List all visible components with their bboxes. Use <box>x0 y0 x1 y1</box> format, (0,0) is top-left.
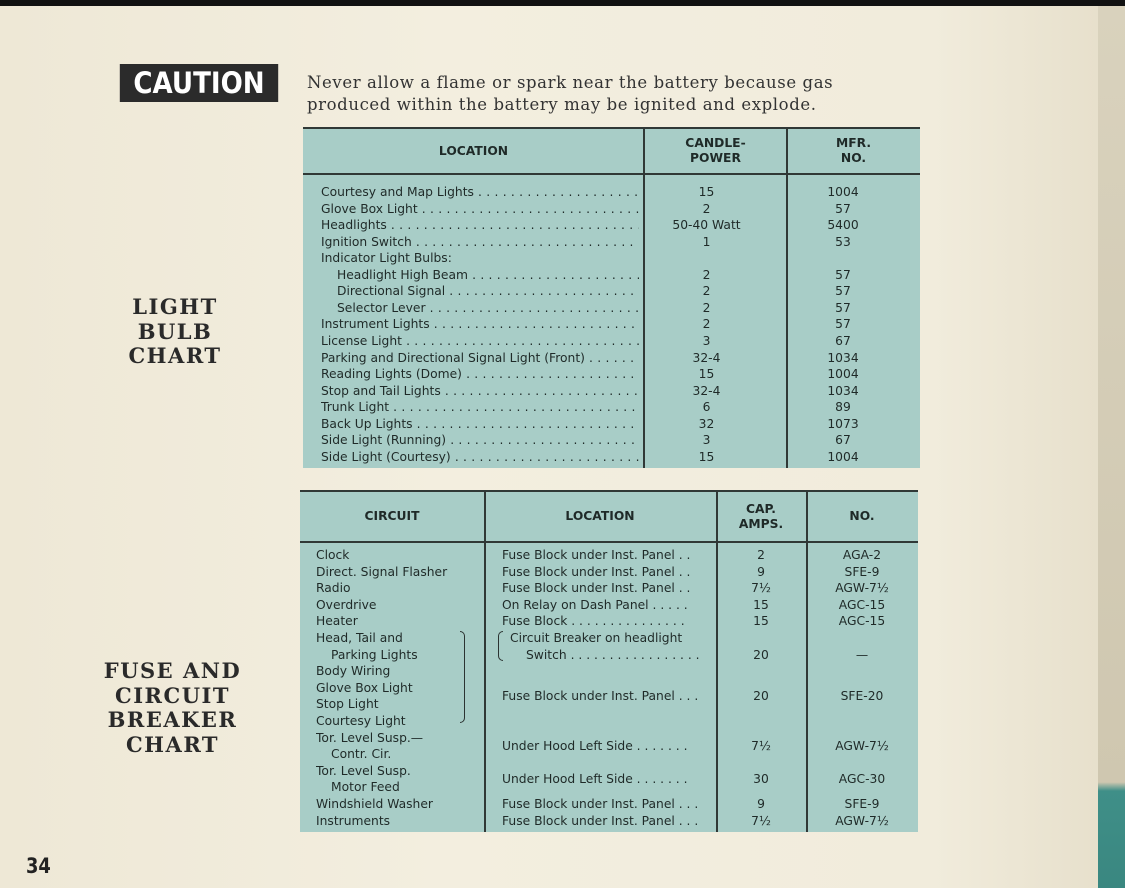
table-row <box>303 267 920 284</box>
cell-cap-amps: 15 <box>753 597 769 612</box>
cell-mfr-no: 1034 <box>827 350 859 365</box>
cell-candle-power: 2 <box>702 201 711 216</box>
cell-mfr-no: 67 <box>835 433 851 448</box>
title-line: CIRCUIT <box>115 682 230 708</box>
circuit-line: Radio <box>316 581 351 596</box>
cell-location: Back Up Lights . . . <box>321 416 639 433</box>
cell-no: AGW-7½ <box>835 581 889 596</box>
cell-candle-power: 2 <box>702 317 711 332</box>
cell-candle-power: 2 <box>702 284 711 299</box>
circuit-line: Overdrive <box>316 597 377 612</box>
header-line: MFR. <box>835 136 871 150</box>
cell-location: Fuse Block under Inst. Panel . . <box>502 548 691 562</box>
header-line: AMPS. <box>738 516 784 531</box>
cell-mfr-no: 57 <box>835 300 851 315</box>
cell-location: Stop and Tail Lights . . . <box>321 383 639 400</box>
cell-cap-amps: 30 <box>753 772 769 787</box>
cell-location: Under Hood Left Side . . . . . . . <box>502 772 688 787</box>
light-bulb-chart-title <box>105 295 245 369</box>
cell-location: Ignition Switch . . . <box>321 234 639 251</box>
title-line: CHART <box>125 731 220 757</box>
cell-candle-power: 15 <box>698 367 715 382</box>
cell-location: Glove Box Light . . . <box>321 201 639 218</box>
cell-cap-amps: 15 <box>753 614 769 629</box>
cell-cap-amps: 7½ <box>751 738 771 753</box>
circuit-line: Head, Tail and <box>316 631 403 645</box>
page-number: 34 <box>26 854 51 878</box>
cell-candle-power: 1 <box>702 234 711 249</box>
header-line: NO. <box>840 151 867 165</box>
cell-cap-amps: 20 <box>753 647 769 662</box>
cell-location: Selector Lever . . . <box>337 300 639 317</box>
cell-no: SFE-20 <box>840 689 884 704</box>
header-line: POWER <box>690 151 741 165</box>
cell-mfr-no: 57 <box>835 267 851 282</box>
cell-cap-amps: 9 <box>757 797 765 811</box>
title-line: CHART <box>128 343 222 368</box>
cell-location: Fuse Block under Inst. Panel . . . <box>502 797 699 811</box>
cell-candle-power: 3 <box>702 333 711 348</box>
table-row <box>303 250 920 267</box>
title-line: LIGHT <box>132 294 218 319</box>
light-bulb-table <box>303 127 920 468</box>
fuse-table-header <box>300 490 918 543</box>
cell-no <box>806 630 918 647</box>
table-row <box>303 300 920 317</box>
cell-mfr-no: 67 <box>835 333 851 348</box>
cell-no: AGA-2 <box>842 548 882 562</box>
title-line: BULB <box>137 318 213 344</box>
cell-location: Under Hood Left Side . . . . . . . <box>502 738 688 753</box>
header-line: CAP. <box>746 501 776 516</box>
cell-no: AGC-30 <box>838 772 886 787</box>
cell-candle-power: 15 <box>698 185 715 199</box>
caution-text <box>307 72 907 116</box>
circuit-line: Glove Box Light <box>316 680 413 695</box>
header-circuit: CIRCUIT <box>364 509 420 523</box>
cell-no: AGW-7½ <box>835 813 889 828</box>
cell-cap-amps: 2 <box>757 548 765 562</box>
cell-location: Indicator Light Bulbs: <box>321 251 452 266</box>
cell-candle-power: 6 <box>702 400 711 415</box>
table-row <box>303 366 920 383</box>
cell-candle-power: 32-4 <box>692 383 721 398</box>
cell-location: Fuse Block under Inst. Panel . . . <box>502 689 699 704</box>
circuit-line: Tor. Level Susp.— <box>316 730 424 745</box>
cell-location: Fuse Block under Inst. Panel . . . <box>502 813 699 828</box>
cell-mfr-no: 57 <box>835 284 851 299</box>
cell-candle-power: 32-4 <box>692 350 721 365</box>
circuit-line: Tor. Level Susp. <box>316 763 411 778</box>
cell-no: AGC-15 <box>838 614 886 629</box>
circuit-line: Body Wiring <box>316 664 391 679</box>
cell-location: Reading Lights (Dome) . . . <box>321 366 639 383</box>
table-row <box>303 201 920 218</box>
cell-candle-power: 32 <box>698 416 715 431</box>
cell-no: SFE-9 <box>844 564 880 579</box>
cell-location: Parking and Directional Signal Light (Front) . . . <box>321 350 639 367</box>
caution-label: CAUTION <box>120 64 278 102</box>
header-candle-power <box>644 129 787 173</box>
table-row <box>303 217 920 234</box>
cell-no: AGW-7½ <box>835 738 889 753</box>
cell-mfr-no: 5400 <box>827 218 859 233</box>
table-row <box>303 234 920 251</box>
cell-candle-power: 2 <box>702 300 711 315</box>
table-row <box>303 283 920 300</box>
circuit-line: Stop Light <box>316 697 379 712</box>
manual-page <box>0 6 1098 888</box>
circuit-line: Direct. Signal Flasher <box>316 564 448 579</box>
caution-text-line-2: produced within the battery may be ignited and explode. <box>307 95 817 114</box>
fuse-breaker-table <box>300 490 918 832</box>
cell-location: Courtesy and Map Lights . . . <box>321 184 639 201</box>
cell-location: Side Light (Courtesy) . . . <box>321 449 639 466</box>
cell-candle-power: 3 <box>702 433 711 448</box>
cell-location: Fuse Block under Inst. Panel . . <box>502 564 691 579</box>
cell-mfr-no: 89 <box>835 400 851 415</box>
cell-mfr-no: 1004 <box>827 185 859 199</box>
cell-cap-amps: 20 <box>753 689 769 704</box>
title-line: BREAKER <box>107 707 238 732</box>
circuit-line: Motor Feed <box>331 780 400 795</box>
cell-cap-amps: 7½ <box>751 581 771 596</box>
cell-mfr-no: 1034 <box>827 383 859 398</box>
title-line: FUSE AND <box>103 658 242 683</box>
cell-candle-power: 15 <box>698 449 715 464</box>
cell-location: Fuse Block under Inst. Panel . . <box>502 581 691 596</box>
table-row <box>303 383 920 400</box>
cell-no: AGC-15 <box>838 597 886 612</box>
adjacent-page-edge <box>1098 6 1125 888</box>
header-cap-amps <box>716 492 806 541</box>
cell-cap-amps <box>716 630 806 647</box>
cell-mfr-no: 57 <box>835 317 851 332</box>
table-row <box>303 184 920 201</box>
cell-location: Instrument Lights . . . <box>321 316 639 333</box>
cell-candle-power: 50-40 Watt <box>672 218 741 233</box>
cell-location: Fuse Block . . . . . . . . . . . . . . . <box>502 614 685 629</box>
table-row <box>303 416 920 433</box>
circuit-line: Instruments <box>316 813 391 828</box>
cell-mfr-no: 1004 <box>827 367 859 382</box>
cell-location: Circuit Breaker on headlight <box>510 631 683 645</box>
caution-text-line-1: Never allow a flame or spark near the battery because gas <box>307 73 834 92</box>
table-row <box>303 399 920 416</box>
cell-mfr-no: 53 <box>835 234 851 249</box>
circuit-line: Heater <box>316 614 358 629</box>
circuit-line: Clock <box>316 548 350 562</box>
table-row <box>303 333 920 350</box>
circuit-line: Parking Lights <box>331 647 418 662</box>
column-divider <box>484 490 486 832</box>
cell-location: Headlights . . . <box>321 217 639 234</box>
header-mfr-no <box>787 129 920 173</box>
circuit-line: Courtesy Light <box>316 714 406 728</box>
cell-cap-amps: 9 <box>757 564 765 579</box>
cell-location: On Relay on Dash Panel . . . . . <box>502 597 688 612</box>
table-row <box>303 316 920 333</box>
cell-mfr-no: 1073 <box>827 416 859 431</box>
fuse-chart-title <box>85 659 260 757</box>
cell-mfr-no: 1004 <box>827 449 859 464</box>
cell-location: Trunk Light . . . <box>321 399 639 416</box>
location-brace <box>498 631 503 661</box>
light-table-header <box>303 127 920 175</box>
table-row <box>303 449 920 466</box>
circuit-line: Windshield Washer <box>316 797 433 811</box>
cell-mfr-no: 57 <box>835 201 851 216</box>
cell-location: Switch . . . . . . . . . . . . . . . . . <box>526 647 700 662</box>
table-row <box>303 432 920 449</box>
cell-no: SFE-9 <box>844 797 880 811</box>
cell-location: License Light . . . <box>321 333 639 350</box>
header-location: LOCATION <box>438 143 509 158</box>
cell-location: Side Light (Running) . . . <box>321 432 639 449</box>
cell-no: — <box>855 647 869 662</box>
cell-cap-amps: 7½ <box>751 813 771 828</box>
header-no: NO. <box>849 509 875 523</box>
circuit-line: Contr. Cir. <box>331 747 392 762</box>
cell-candle-power: 2 <box>702 267 711 282</box>
header-location: LOCATION <box>565 509 635 523</box>
cell-location: Headlight High Beam . . . <box>337 267 639 284</box>
header-line: CANDLE- <box>685 136 746 150</box>
cell-location: Directional Signal . . . <box>337 283 639 300</box>
table-row <box>303 350 920 367</box>
